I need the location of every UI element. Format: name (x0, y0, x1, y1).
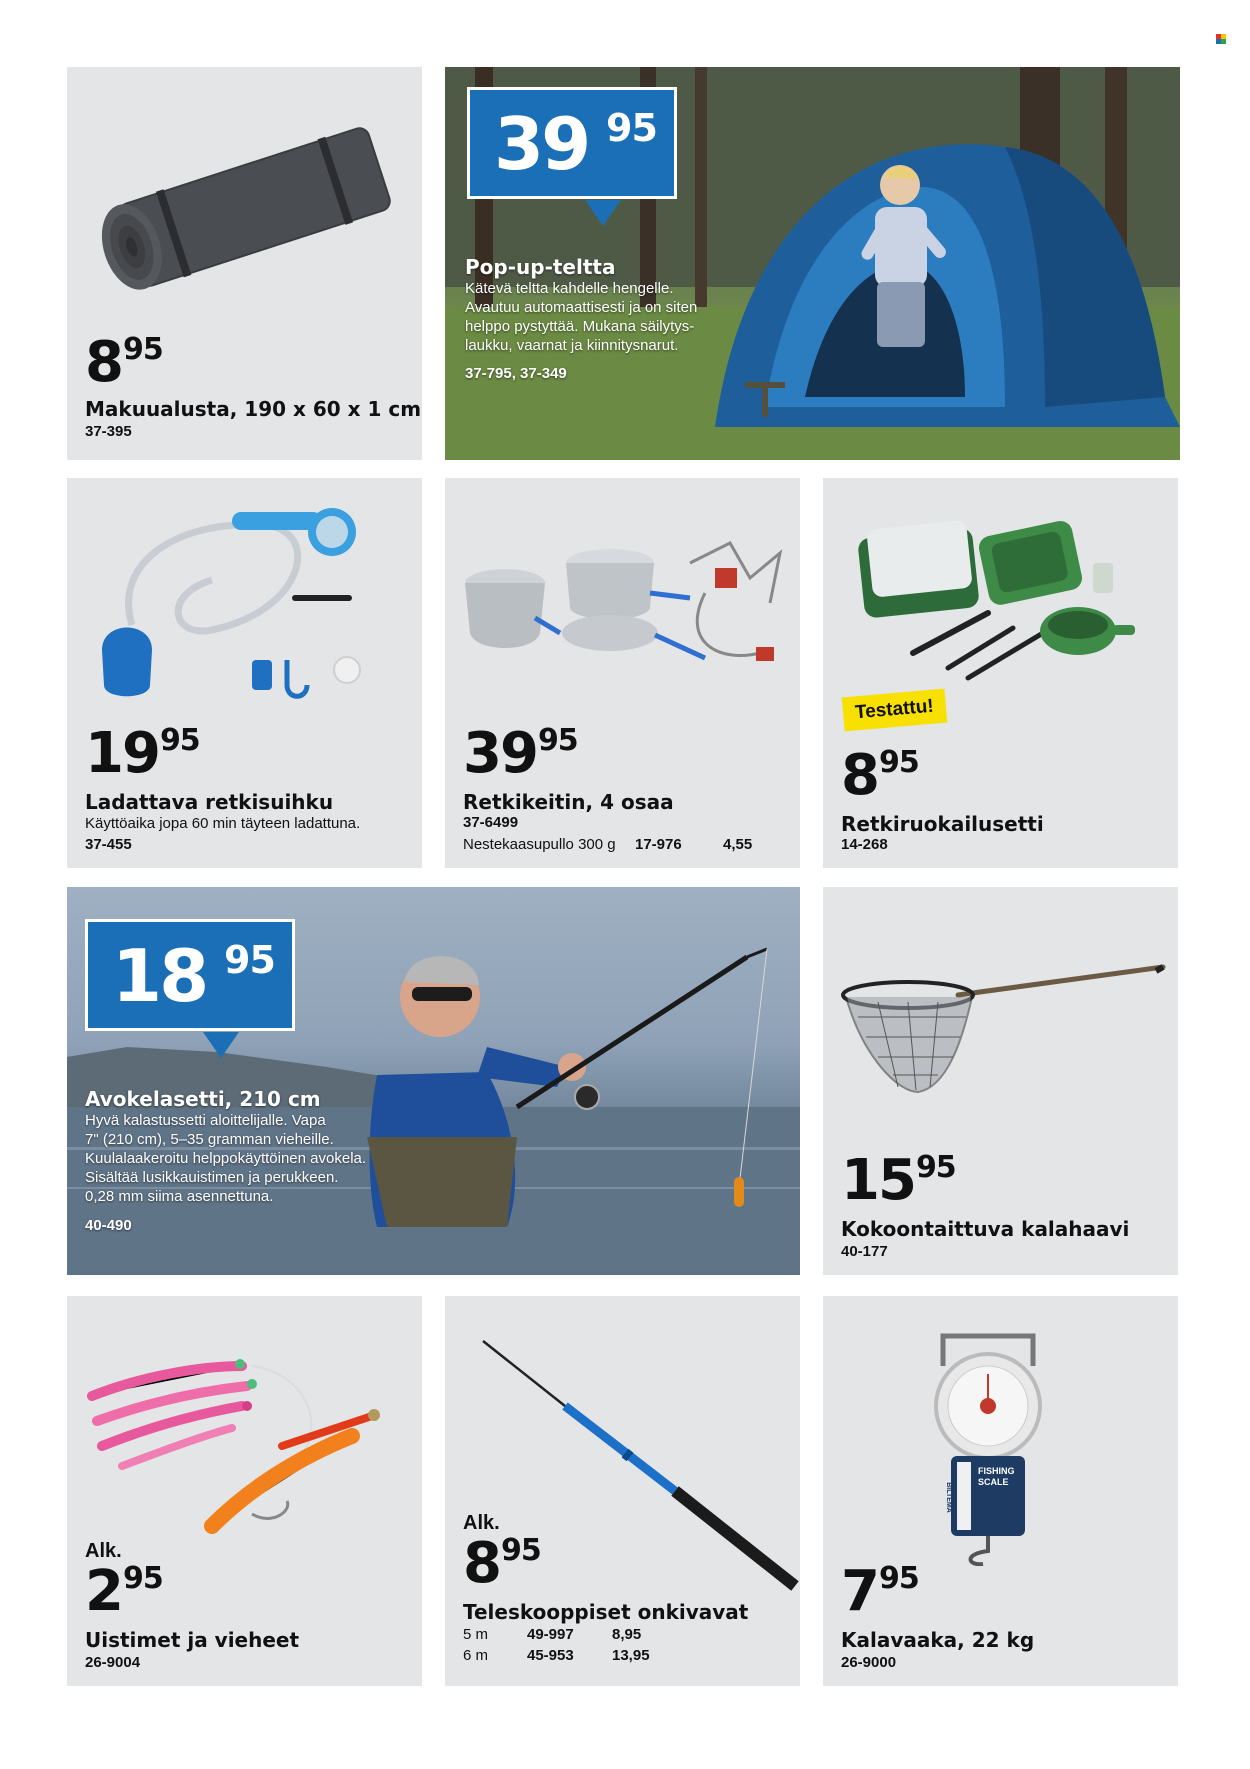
fishing-scale-image (923, 1326, 1053, 1566)
price-integer: 39 (463, 721, 537, 786)
product-name-shower: Ladattava retkisuihku (85, 790, 334, 814)
price-prefix-rods: Alk. (463, 1512, 500, 1534)
product-card-scale[interactable] (823, 1296, 1178, 1686)
price-decimal: 95 (122, 1561, 163, 1596)
product-name-tent: Pop-up-teltta (465, 255, 616, 279)
product-name-mat: Makuualusta, 190 x 60 x 1 cm (85, 397, 422, 421)
price-integer: 18 (112, 934, 207, 1018)
price-integer: 8 (85, 330, 122, 395)
price-net (841, 1148, 956, 1213)
desc-line: Sisältää lusikkauistimen ja perukkeen. (85, 1169, 339, 1186)
camp-stove-image (460, 523, 790, 693)
price-badge-tail (203, 1032, 239, 1058)
price-rods (463, 1531, 541, 1596)
mess-kit-image (853, 513, 1173, 683)
price-badge-tail (585, 200, 621, 226)
product-card-mat[interactable] (67, 67, 422, 460)
price-integer: 7 (841, 1559, 878, 1624)
desc-line: Hyvä kalastussetti aloittelijalle. Vapa (85, 1112, 326, 1129)
desc-line: Kuulalaakeroitu helppokäyttöinen avokela. (85, 1150, 367, 1167)
product-name-scale: Kalavaaka, 22 kg (841, 1628, 1035, 1652)
product-name-lures: Uistimet ja vieheet (85, 1628, 300, 1652)
price-badge-tent (467, 87, 677, 199)
product-code-tent: 37-795, 37-349 (465, 365, 567, 382)
price-integer: 8 (841, 743, 878, 808)
rod-variant-row (463, 1647, 672, 1668)
sleeping-mat-image (85, 117, 405, 297)
price-stove (463, 721, 578, 786)
product-code-lures: 26-9004 (85, 1654, 141, 1671)
price-scale (841, 1559, 919, 1624)
price-integer: 8 (463, 1531, 500, 1596)
desc-line: Kätevä teltta kahdelle hengelle. (465, 280, 674, 297)
brand-mark-icon (1216, 34, 1226, 44)
price-decimal: 95 (122, 332, 163, 367)
price-integer: 2 (85, 1559, 122, 1624)
rod-variants-table (463, 1626, 672, 1668)
rod-variant-row (463, 1626, 672, 1647)
price-decimal: 95 (500, 1533, 541, 1568)
price-decimal: 95 (159, 723, 200, 758)
price-decimal: 95 (878, 1561, 919, 1596)
rod-price: 8,95 (612, 1626, 642, 1643)
gas-bottle-price: 4,55 (723, 836, 753, 853)
price-decimal: 95 (915, 1150, 956, 1185)
rod-length: 5 m (463, 1626, 489, 1643)
price-decimal: 95 (224, 938, 275, 982)
price-badge-fishing-set (85, 919, 295, 1031)
product-desc-tent (465, 279, 697, 355)
product-card-net[interactable] (823, 887, 1178, 1275)
gas-bottle-code: 17-976 (635, 836, 682, 853)
product-card-cutlery[interactable] (823, 478, 1178, 868)
product-desc-shower: Käyttöaika jopa 60 min täyteen ladattuna. (85, 815, 361, 832)
product-card-rods[interactable] (445, 1296, 800, 1686)
desc-line: 7" (210 cm), 5–35 gramman vieheille. (85, 1131, 334, 1148)
product-code-mat: 37-395 (85, 423, 132, 440)
desc-line: 0,28 mm siima asennettuna. (85, 1188, 274, 1205)
product-code-shower: 37-455 (85, 836, 132, 853)
landing-net-image (838, 957, 1168, 1107)
price-mat (85, 330, 163, 395)
rod-code: 49-997 (527, 1626, 574, 1643)
product-name-fishing-set: Avokelasetti, 210 cm (85, 1087, 321, 1111)
rod-code: 45-953 (527, 1647, 574, 1664)
product-code-fishing-set: 40-490 (85, 1217, 132, 1234)
gas-bottle-label: Nestekaasupullo 300 g (463, 836, 616, 853)
product-code-scale: 26-9000 (841, 1654, 897, 1671)
desc-line: helppo pystyttää. Mukana säilytys- (465, 318, 695, 335)
rod-price: 13,95 (612, 1647, 650, 1664)
price-decimal: 95 (878, 745, 919, 780)
price-decimal: 95 (606, 106, 657, 150)
price-lures (85, 1559, 163, 1624)
product-card-tent[interactable] (445, 67, 1180, 460)
product-name-cutlery: Retkiruokailusetti (841, 812, 1044, 836)
lures-image (82, 1336, 412, 1546)
testattu-badge: Testattu! (842, 689, 947, 732)
desc-line: Avautuu automaattisesti ja on siten (465, 299, 698, 316)
gas-bottle-row (463, 836, 752, 857)
product-name-rods: Teleskooppiset onkivavat (463, 1600, 749, 1624)
product-code-net: 40-177 (841, 1243, 888, 1260)
product-name-net: Kokoontaittuva kalahaavi (841, 1217, 1130, 1241)
rod-length: 6 m (463, 1647, 489, 1664)
scale-label: FISHING SCALE (978, 1466, 1015, 1487)
product-desc-fishing-set (85, 1111, 366, 1206)
product-name-stove: Retkikeitin, 4 osaa (463, 790, 674, 814)
product-card-lures[interactable] (67, 1296, 422, 1686)
product-card-shower[interactable] (67, 478, 422, 868)
price-cutlery (841, 743, 919, 808)
camp-shower-image (92, 500, 402, 700)
price-shower (85, 721, 200, 786)
price-integer: 39 (494, 102, 589, 186)
desc-line: laukku, vaarnat ja kiinnitysnarut. (465, 337, 679, 354)
scale-brand: BILTEMA (944, 1482, 952, 1513)
product-code-cutlery: 14-268 (841, 836, 888, 853)
price-prefix-lures: Alk. (85, 1540, 122, 1562)
product-card-fishing-set[interactable] (67, 887, 800, 1275)
price-integer: 15 (841, 1148, 915, 1213)
price-integer: 19 (85, 721, 159, 786)
product-card-stove[interactable] (445, 478, 800, 868)
price-decimal: 95 (537, 723, 578, 758)
product-code-stove: 37-6499 (463, 814, 519, 831)
